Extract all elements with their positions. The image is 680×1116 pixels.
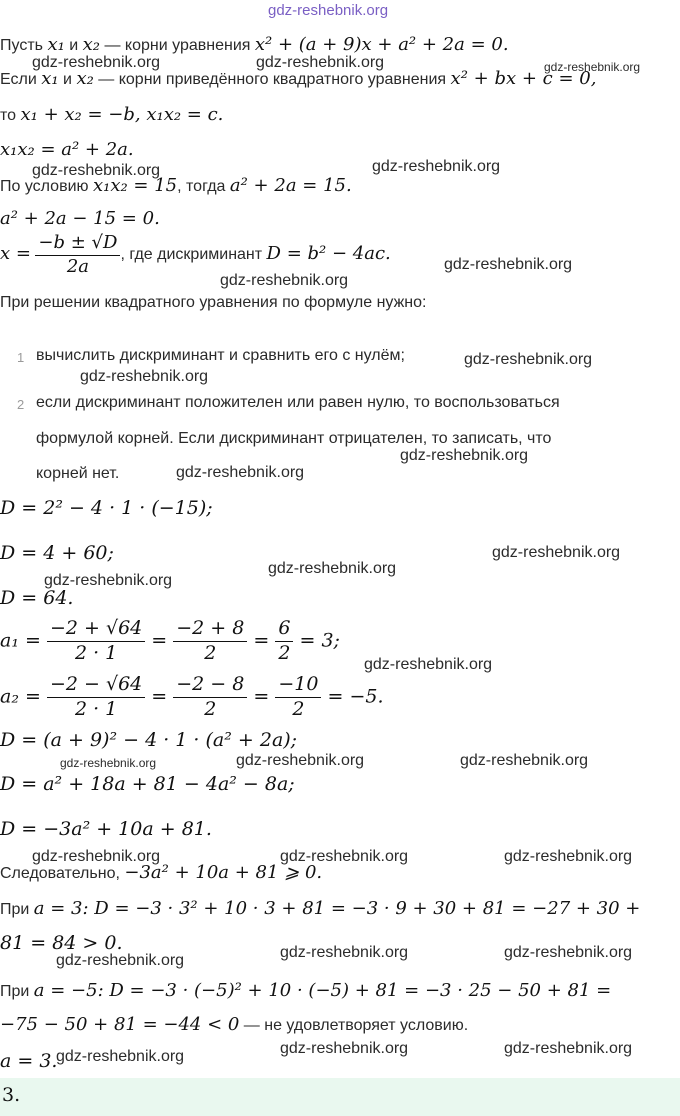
intro-line-3: то x₁ + x₂ = −b, x₁x₂ = c. xyxy=(0,104,224,125)
calc-line: D = 4 + 60; xyxy=(0,542,114,564)
watermark: gdz-reshebnik.org xyxy=(544,60,641,74)
calc-line: D = −3a² + 10a + 81. xyxy=(0,818,212,840)
check-a-minus5: При a = −5: D = −3 · (−5)² + 10 · (−5) + 81 = −3 · 25 − 50 + 81 = xyxy=(0,980,612,1001)
step-2-line: если дискриминант положителен или равен нулю, то воспользоваться xyxy=(36,394,560,411)
check-a3: При a = 3: D = −3 · 3² + 10 · 3 + 81 = −3 · 9 + 30 + 81 = −27 + 30 + xyxy=(0,898,641,919)
check-a3-cont: 81 = 84 > 0. xyxy=(0,932,123,954)
watermark: gdz-reshebnik.org xyxy=(268,560,397,577)
final-result: a = 3. xyxy=(0,1050,58,1072)
watermark: gdz-reshebnik.org xyxy=(364,656,493,673)
watermark: gdz-reshebnik.org xyxy=(504,848,633,865)
watermark: gdz-reshebnik.org xyxy=(32,162,161,179)
watermark: gdz-reshebnik.org xyxy=(32,848,161,865)
watermark: gdz-reshebnik.org xyxy=(44,572,173,589)
watermark: gdz-reshebnik.org xyxy=(280,848,409,865)
step-2-line: корней нет. xyxy=(36,465,120,482)
answer-value: 3. xyxy=(2,1084,21,1106)
watermark: gdz-reshebnik.org xyxy=(444,256,573,273)
watermark: gdz-reshebnik.org xyxy=(256,54,385,71)
watermark: gdz-reshebnik.org xyxy=(80,368,209,385)
conclusion-line: Следовательно, −3a² + 10a + 81 ⩾ 0. xyxy=(0,862,323,883)
step-number: 2 xyxy=(17,397,25,412)
intro-line-6: a² + 2a − 15 = 0. xyxy=(0,208,160,229)
watermark: gdz-reshebnik.org xyxy=(236,752,365,769)
watermark: gdz-reshebnik.org xyxy=(56,952,185,969)
watermark: gdz-reshebnik.org xyxy=(400,447,529,464)
intro-line-4: x₁x₂ = a² + 2a. xyxy=(0,139,134,160)
watermark: gdz-reshebnik.org xyxy=(464,351,593,368)
watermark-top: gdz-reshebnik.org xyxy=(268,2,389,19)
step-2-line: формулой корней. Если дискриминант отрицателен, то записать, что xyxy=(36,430,552,447)
formula-fraction: $\frac{-b \pm √D}{2a}$ xyxy=(35,232,120,278)
watermark: gdz-reshebnik.org xyxy=(280,1040,409,1057)
intro-line-1: Пусть x₁ и x₂ — корни уравнения x² + (a + 9)x + a² + 2a = 0. xyxy=(0,34,509,55)
watermark: gdz-reshebnik.org xyxy=(280,944,409,961)
watermark: gdz-reshebnik.org xyxy=(460,752,589,769)
watermark: gdz-reshebnik.org xyxy=(492,544,621,561)
calc-line: D = 64. xyxy=(0,587,74,609)
watermark: gdz-reshebnik.org xyxy=(372,158,501,175)
calc-line: D = 2² − 4 · 1 · (−15); xyxy=(0,497,213,519)
watermark: gdz-reshebnik.org xyxy=(60,756,157,770)
intro-line-5: По условию x₁x₂ = 15, тогда a² + 2a = 15. xyxy=(0,175,352,196)
calc-line: D = a² + 18a + 81 − 4a² − 8a; xyxy=(0,773,295,795)
answer-bar xyxy=(0,1078,680,1116)
watermark: gdz-reshebnik.org xyxy=(504,944,633,961)
calc-line: D = (a + 9)² − 4 · 1 · (a² + 2a); xyxy=(0,729,298,751)
watermark: gdz-reshebnik.org xyxy=(32,54,161,71)
root-a2: a₂ = $\frac{-2 - √64}{2 \cdot 1}$ = $\frac{-2 - 8}{2}$ = $\frac{-10}{2}$ = −5. xyxy=(0,673,384,720)
check-a-minus5-cont: −75 − 50 + 81 = −44 < 0 — не удовлетворяет условию. xyxy=(0,1014,469,1035)
watermark: gdz-reshebnik.org xyxy=(176,464,305,481)
rule-intro: При решении квадратного уравнения по формуле нужно: xyxy=(0,294,427,311)
quadratic-formula: x = $\frac{-b \pm √D}{2a}$ , где дискриминант D = b² − 4ac. xyxy=(0,232,391,277)
watermark: gdz-reshebnik.org xyxy=(504,1040,633,1057)
step-1-line: вычислить дискриминант и сравнить его с нулём; xyxy=(36,347,405,364)
intro-line-2: Если x₁ и x₂ — корни приведённого квадратного уравнения x² + bx + c = 0, xyxy=(0,68,597,89)
watermark: gdz-reshebnik.org xyxy=(220,272,349,289)
step-number: 1 xyxy=(17,350,25,365)
watermark: gdz-reshebnik.org xyxy=(56,1048,185,1065)
root-a1: a₁ = $\frac{-2 + √64}{2 \cdot 1}$ = $\frac{-2 + 8}{2}$ = $\frac{6}{2}$ = 3; xyxy=(0,617,340,664)
